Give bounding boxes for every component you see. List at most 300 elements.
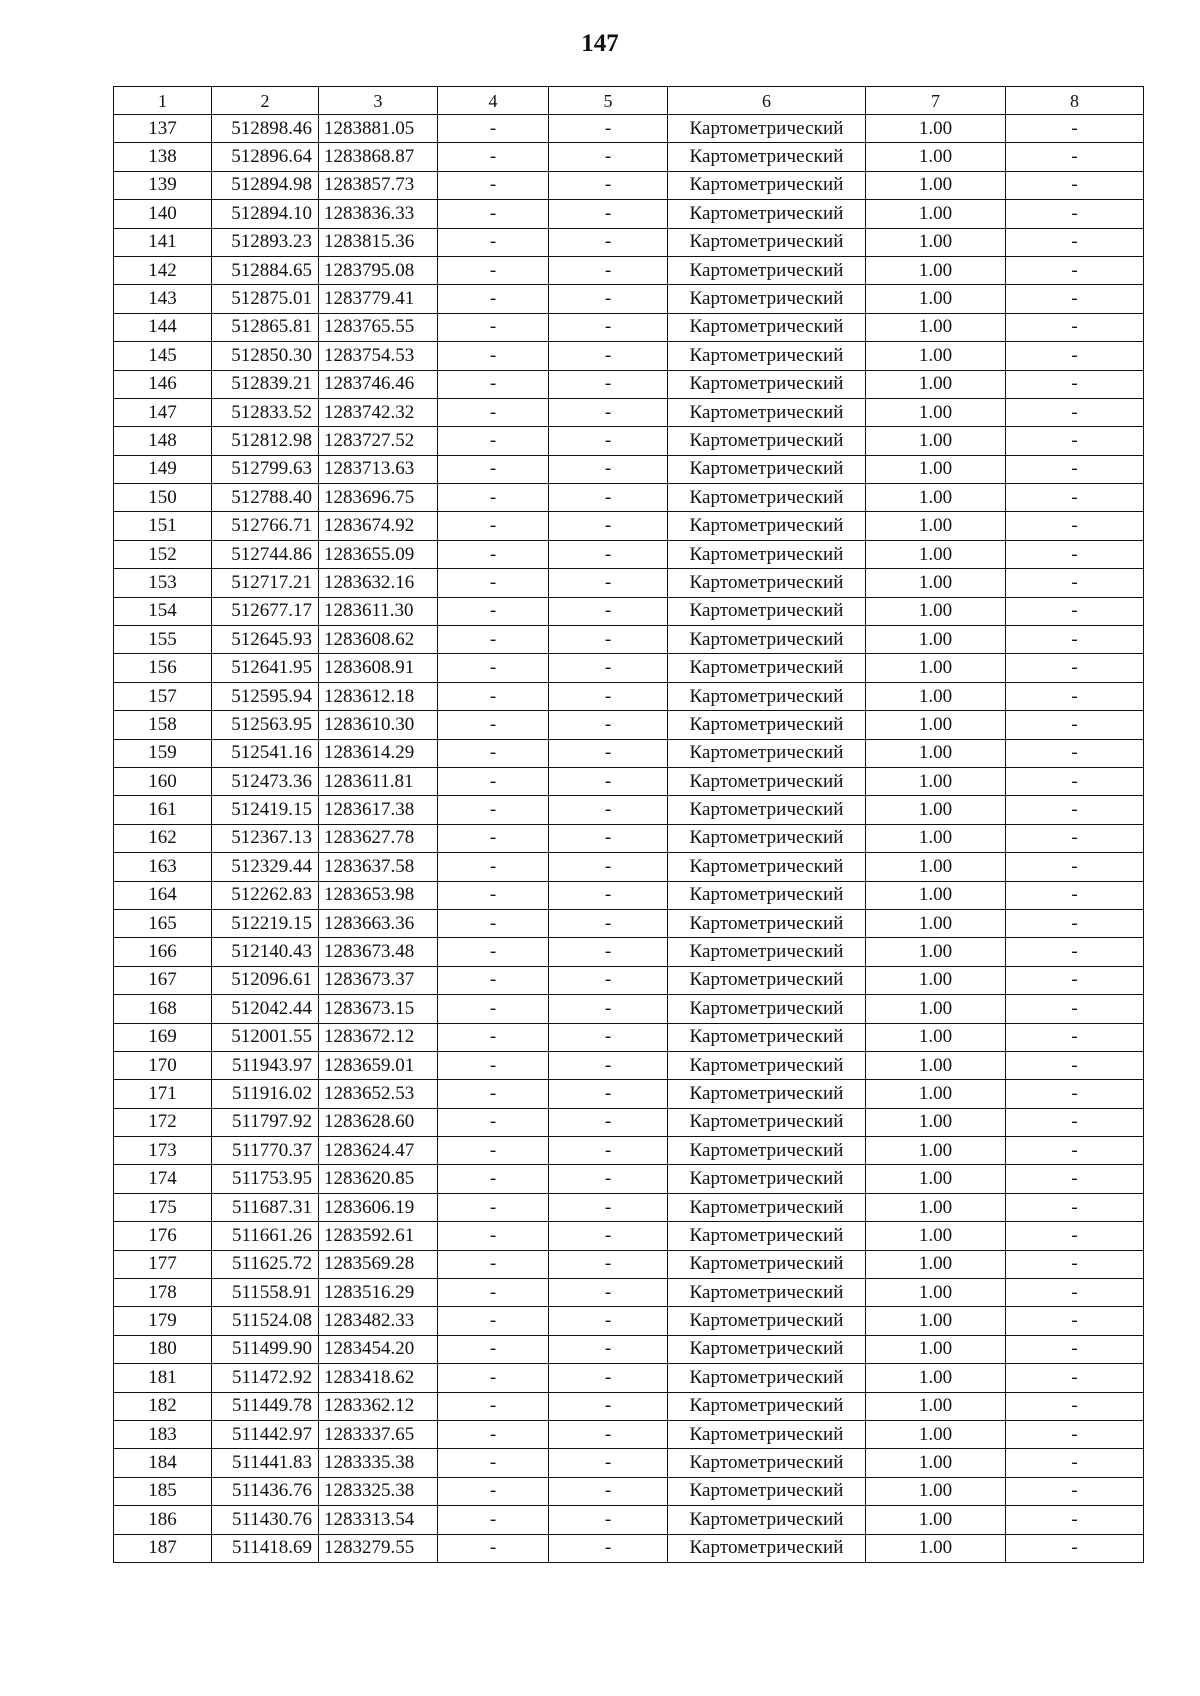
- accuracy-cell: 1.00: [866, 398, 1006, 426]
- table-row: [114, 1250, 1144, 1278]
- accuracy-cell: 1.00: [866, 824, 1006, 852]
- y-coordinate-cell: 1283765.55: [319, 313, 438, 341]
- y-coordinate-cell: 1283632.16: [319, 569, 438, 597]
- col-5-cell: -: [549, 853, 668, 881]
- y-coordinate-cell: 1283569.28: [319, 1250, 438, 1278]
- point-number-cell: 169: [114, 1023, 212, 1051]
- accuracy-cell: 1.00: [866, 455, 1006, 483]
- col-4-cell: -: [438, 171, 549, 199]
- method-cell: Картометрический: [668, 1165, 866, 1193]
- col-5-cell: -: [549, 796, 668, 824]
- x-coordinate-cell: 511661.26: [212, 1222, 319, 1250]
- y-coordinate-cell: 1283611.81: [319, 767, 438, 795]
- method-cell: Картометрический: [668, 853, 866, 881]
- header-cell-col-6: 6: [668, 87, 866, 115]
- col-4-cell: -: [438, 1420, 549, 1448]
- x-coordinate-cell: 512001.55: [212, 1023, 319, 1051]
- point-number-cell: 163: [114, 853, 212, 881]
- col-5-cell: -: [549, 654, 668, 682]
- method-cell: Картометрический: [668, 1420, 866, 1448]
- table-row: [114, 540, 1144, 568]
- point-number-cell: 184: [114, 1449, 212, 1477]
- x-coordinate-cell: 511687.31: [212, 1193, 319, 1221]
- table-row: [114, 938, 1144, 966]
- accuracy-cell: 1.00: [866, 285, 1006, 313]
- y-coordinate-cell: 1283620.85: [319, 1165, 438, 1193]
- table-row: [114, 1392, 1144, 1420]
- col-4-cell: -: [438, 313, 549, 341]
- accuracy-cell: 1.00: [866, 427, 1006, 455]
- point-number-cell: 177: [114, 1250, 212, 1278]
- y-coordinate-cell: 1283746.46: [319, 370, 438, 398]
- table-row: [114, 1420, 1144, 1448]
- y-coordinate-cell: 1283608.91: [319, 654, 438, 682]
- accuracy-cell: 1.00: [866, 1392, 1006, 1420]
- col-8-cell: -: [1006, 1420, 1144, 1448]
- col-8-cell: -: [1006, 1222, 1144, 1250]
- x-coordinate-cell: 512833.52: [212, 398, 319, 426]
- accuracy-cell: 1.00: [866, 1506, 1006, 1534]
- coordinates-table: [113, 86, 1144, 1563]
- col-5-cell: -: [549, 455, 668, 483]
- method-cell: Картометрический: [668, 1392, 866, 1420]
- x-coordinate-cell: 511436.76: [212, 1477, 319, 1505]
- col-8-cell: -: [1006, 1335, 1144, 1363]
- col-4-cell: -: [438, 1051, 549, 1079]
- col-4-cell: -: [438, 824, 549, 852]
- col-4-cell: -: [438, 1137, 549, 1165]
- x-coordinate-cell: 512595.94: [212, 682, 319, 710]
- y-coordinate-cell: 1283608.62: [319, 626, 438, 654]
- table-row: [114, 995, 1144, 1023]
- table-row: [114, 682, 1144, 710]
- accuracy-cell: 1.00: [866, 1250, 1006, 1278]
- point-number-cell: 168: [114, 995, 212, 1023]
- accuracy-cell: 1.00: [866, 767, 1006, 795]
- x-coordinate-cell: 512219.15: [212, 909, 319, 937]
- y-coordinate-cell: 1283614.29: [319, 739, 438, 767]
- accuracy-cell: 1.00: [866, 1222, 1006, 1250]
- point-number-cell: 156: [114, 654, 212, 682]
- method-cell: Картометрический: [668, 342, 866, 370]
- accuracy-cell: 1.00: [866, 1534, 1006, 1562]
- y-coordinate-cell: 1283673.37: [319, 966, 438, 994]
- method-cell: Картометрический: [668, 1193, 866, 1221]
- method-cell: Картометрический: [668, 427, 866, 455]
- table-row: [114, 881, 1144, 909]
- col-5-cell: -: [549, 1193, 668, 1221]
- col-4-cell: -: [438, 1534, 549, 1562]
- method-cell: Картометрический: [668, 256, 866, 284]
- x-coordinate-cell: 512541.16: [212, 739, 319, 767]
- point-number-cell: 150: [114, 484, 212, 512]
- col-8-cell: -: [1006, 484, 1144, 512]
- accuracy-cell: 1.00: [866, 228, 1006, 256]
- accuracy-cell: 1.00: [866, 1165, 1006, 1193]
- col-5-cell: -: [549, 711, 668, 739]
- method-cell: Картометрический: [668, 938, 866, 966]
- col-8-cell: -: [1006, 1137, 1144, 1165]
- table-row: [114, 1222, 1144, 1250]
- table-row: [114, 1023, 1144, 1051]
- table-row: [114, 711, 1144, 739]
- x-coordinate-cell: 512766.71: [212, 512, 319, 540]
- table-row: [114, 455, 1144, 483]
- header-cell-col-5: 5: [549, 87, 668, 115]
- point-number-cell: 137: [114, 115, 212, 143]
- table-row: [114, 1193, 1144, 1221]
- table-row: [114, 654, 1144, 682]
- y-coordinate-cell: 1283754.53: [319, 342, 438, 370]
- method-cell: Картометрический: [668, 228, 866, 256]
- col-5-cell: -: [549, 1051, 668, 1079]
- point-number-cell: 185: [114, 1477, 212, 1505]
- x-coordinate-cell: 511441.83: [212, 1449, 319, 1477]
- method-cell: Картометрический: [668, 540, 866, 568]
- accuracy-cell: 1.00: [866, 1279, 1006, 1307]
- col-5-cell: -: [549, 938, 668, 966]
- col-4-cell: -: [438, 597, 549, 625]
- point-number-cell: 158: [114, 711, 212, 739]
- col-5-cell: -: [549, 995, 668, 1023]
- col-4-cell: -: [438, 342, 549, 370]
- method-cell: Картометрический: [668, 1307, 866, 1335]
- x-coordinate-cell: 511442.97: [212, 1420, 319, 1448]
- y-coordinate-cell: 1283713.63: [319, 455, 438, 483]
- col-4-cell: -: [438, 1023, 549, 1051]
- col-4-cell: -: [438, 512, 549, 540]
- accuracy-cell: 1.00: [866, 1449, 1006, 1477]
- accuracy-cell: 1.00: [866, 1335, 1006, 1363]
- method-cell: Картометрический: [668, 370, 866, 398]
- table-row: [114, 427, 1144, 455]
- table-row: [114, 115, 1144, 143]
- x-coordinate-cell: 512894.10: [212, 200, 319, 228]
- accuracy-cell: 1.00: [866, 938, 1006, 966]
- col-5-cell: -: [549, 1506, 668, 1534]
- col-8-cell: -: [1006, 115, 1144, 143]
- header-cell-col-7: 7: [866, 87, 1006, 115]
- col-8-cell: -: [1006, 739, 1144, 767]
- col-8-cell: -: [1006, 1307, 1144, 1335]
- point-number-cell: 159: [114, 739, 212, 767]
- accuracy-cell: 1.00: [866, 115, 1006, 143]
- col-5-cell: -: [549, 1250, 668, 1278]
- y-coordinate-cell: 1283652.53: [319, 1080, 438, 1108]
- x-coordinate-cell: 511753.95: [212, 1165, 319, 1193]
- accuracy-cell: 1.00: [866, 881, 1006, 909]
- point-number-cell: 167: [114, 966, 212, 994]
- col-8-cell: -: [1006, 597, 1144, 625]
- col-4-cell: -: [438, 1307, 549, 1335]
- accuracy-cell: 1.00: [866, 342, 1006, 370]
- col-8-cell: -: [1006, 767, 1144, 795]
- accuracy-cell: 1.00: [866, 484, 1006, 512]
- col-8-cell: -: [1006, 398, 1144, 426]
- y-coordinate-cell: 1283617.38: [319, 796, 438, 824]
- y-coordinate-cell: 1283611.30: [319, 597, 438, 625]
- x-coordinate-cell: 512875.01: [212, 285, 319, 313]
- point-number-cell: 170: [114, 1051, 212, 1079]
- x-coordinate-cell: 512096.61: [212, 966, 319, 994]
- y-coordinate-cell: 1283627.78: [319, 824, 438, 852]
- accuracy-cell: 1.00: [866, 1420, 1006, 1448]
- x-coordinate-cell: 512645.93: [212, 626, 319, 654]
- point-number-cell: 178: [114, 1279, 212, 1307]
- accuracy-cell: 1.00: [866, 143, 1006, 171]
- col-5-cell: -: [549, 966, 668, 994]
- table-row: [114, 370, 1144, 398]
- x-coordinate-cell: 511625.72: [212, 1250, 319, 1278]
- col-4-cell: -: [438, 1335, 549, 1363]
- x-coordinate-cell: 512641.95: [212, 654, 319, 682]
- x-coordinate-cell: 512812.98: [212, 427, 319, 455]
- col-8-cell: -: [1006, 682, 1144, 710]
- col-4-cell: -: [438, 285, 549, 313]
- y-coordinate-cell: 1283516.29: [319, 1279, 438, 1307]
- point-number-cell: 161: [114, 796, 212, 824]
- accuracy-cell: 1.00: [866, 1364, 1006, 1392]
- x-coordinate-cell: 511430.76: [212, 1506, 319, 1534]
- accuracy-cell: 1.00: [866, 313, 1006, 341]
- point-number-cell: 176: [114, 1222, 212, 1250]
- col-5-cell: -: [549, 881, 668, 909]
- point-number-cell: 166: [114, 938, 212, 966]
- col-5-cell: -: [549, 1335, 668, 1363]
- method-cell: Картометрический: [668, 171, 866, 199]
- method-cell: Картометрический: [668, 285, 866, 313]
- table-row: [114, 1051, 1144, 1079]
- col-4-cell: -: [438, 1193, 549, 1221]
- x-coordinate-cell: 512140.43: [212, 938, 319, 966]
- x-coordinate-cell: 512717.21: [212, 569, 319, 597]
- table-row: [114, 256, 1144, 284]
- point-number-cell: 155: [114, 626, 212, 654]
- table-row: [114, 398, 1144, 426]
- col-4-cell: -: [438, 1080, 549, 1108]
- header-cell-col-8: 8: [1006, 87, 1144, 115]
- x-coordinate-cell: 512329.44: [212, 853, 319, 881]
- accuracy-cell: 1.00: [866, 711, 1006, 739]
- method-cell: Картометрический: [668, 796, 866, 824]
- point-number-cell: 143: [114, 285, 212, 313]
- accuracy-cell: 1.00: [866, 540, 1006, 568]
- point-number-cell: 181: [114, 1364, 212, 1392]
- x-coordinate-cell: 512865.81: [212, 313, 319, 341]
- x-coordinate-cell: 511472.92: [212, 1364, 319, 1392]
- col-8-cell: -: [1006, 143, 1144, 171]
- col-4-cell: -: [438, 909, 549, 937]
- col-8-cell: -: [1006, 824, 1144, 852]
- accuracy-cell: 1.00: [866, 1108, 1006, 1136]
- table-row: [114, 739, 1144, 767]
- accuracy-cell: 1.00: [866, 909, 1006, 937]
- point-number-cell: 153: [114, 569, 212, 597]
- col-8-cell: -: [1006, 1534, 1144, 1562]
- col-5-cell: -: [549, 1108, 668, 1136]
- table-row: [114, 1477, 1144, 1505]
- method-cell: Картометрический: [668, 1364, 866, 1392]
- method-cell: Картометрический: [668, 711, 866, 739]
- method-cell: Картометрический: [668, 1279, 866, 1307]
- col-5-cell: -: [549, 1080, 668, 1108]
- col-8-cell: -: [1006, 313, 1144, 341]
- accuracy-cell: 1.00: [866, 796, 1006, 824]
- y-coordinate-cell: 1283815.36: [319, 228, 438, 256]
- accuracy-cell: 1.00: [866, 853, 1006, 881]
- method-cell: Картометрический: [668, 626, 866, 654]
- y-coordinate-cell: 1283362.12: [319, 1392, 438, 1420]
- col-8-cell: -: [1006, 1193, 1144, 1221]
- col-5-cell: -: [549, 626, 668, 654]
- col-8-cell: -: [1006, 1023, 1144, 1051]
- col-4-cell: -: [438, 1250, 549, 1278]
- method-cell: Картометрический: [668, 200, 866, 228]
- point-number-cell: 138: [114, 143, 212, 171]
- x-coordinate-cell: 512473.36: [212, 767, 319, 795]
- method-cell: Картометрический: [668, 398, 866, 426]
- col-8-cell: -: [1006, 1506, 1144, 1534]
- point-number-cell: 187: [114, 1534, 212, 1562]
- y-coordinate-cell: 1283454.20: [319, 1335, 438, 1363]
- y-coordinate-cell: 1283857.73: [319, 171, 438, 199]
- col-4-cell: -: [438, 711, 549, 739]
- col-4-cell: -: [438, 1222, 549, 1250]
- y-coordinate-cell: 1283325.38: [319, 1477, 438, 1505]
- col-5-cell: -: [549, 909, 668, 937]
- table-body: [114, 115, 1144, 1563]
- point-number-cell: 183: [114, 1420, 212, 1448]
- table-row: [114, 966, 1144, 994]
- col-4-cell: -: [438, 398, 549, 426]
- col-4-cell: -: [438, 115, 549, 143]
- y-coordinate-cell: 1283673.15: [319, 995, 438, 1023]
- col-8-cell: -: [1006, 1080, 1144, 1108]
- point-number-cell: 145: [114, 342, 212, 370]
- x-coordinate-cell: 512896.64: [212, 143, 319, 171]
- x-coordinate-cell: 512850.30: [212, 342, 319, 370]
- col-8-cell: -: [1006, 1051, 1144, 1079]
- col-4-cell: -: [438, 200, 549, 228]
- method-cell: Картометрический: [668, 512, 866, 540]
- x-coordinate-cell: 512839.21: [212, 370, 319, 398]
- col-4-cell: -: [438, 1165, 549, 1193]
- accuracy-cell: 1.00: [866, 569, 1006, 597]
- method-cell: Картометрический: [668, 1506, 866, 1534]
- point-number-cell: 186: [114, 1506, 212, 1534]
- col-8-cell: -: [1006, 171, 1144, 199]
- col-5-cell: -: [549, 1420, 668, 1448]
- y-coordinate-cell: 1283337.65: [319, 1420, 438, 1448]
- method-cell: Картометрический: [668, 654, 866, 682]
- x-coordinate-cell: 511943.97: [212, 1051, 319, 1079]
- col-5-cell: -: [549, 597, 668, 625]
- point-number-cell: 180: [114, 1335, 212, 1363]
- y-coordinate-cell: 1283663.36: [319, 909, 438, 937]
- x-coordinate-cell: 512563.95: [212, 711, 319, 739]
- col-4-cell: -: [438, 853, 549, 881]
- point-number-cell: 165: [114, 909, 212, 937]
- col-5-cell: -: [549, 739, 668, 767]
- y-coordinate-cell: 1283836.33: [319, 200, 438, 228]
- accuracy-cell: 1.00: [866, 1080, 1006, 1108]
- x-coordinate-cell: 511418.69: [212, 1534, 319, 1562]
- point-number-cell: 149: [114, 455, 212, 483]
- x-coordinate-cell: 511797.92: [212, 1108, 319, 1136]
- x-coordinate-cell: 512262.83: [212, 881, 319, 909]
- col-5-cell: -: [549, 256, 668, 284]
- table-row: [114, 1307, 1144, 1335]
- method-cell: Картометрический: [668, 1023, 866, 1051]
- col-4-cell: -: [438, 427, 549, 455]
- col-5-cell: -: [549, 1534, 668, 1562]
- col-8-cell: -: [1006, 966, 1144, 994]
- y-coordinate-cell: 1283659.01: [319, 1051, 438, 1079]
- col-4-cell: -: [438, 1364, 549, 1392]
- table-row: [114, 512, 1144, 540]
- col-5-cell: -: [549, 1165, 668, 1193]
- col-5-cell: -: [549, 824, 668, 852]
- col-4-cell: -: [438, 966, 549, 994]
- table-row: [114, 484, 1144, 512]
- col-8-cell: -: [1006, 370, 1144, 398]
- col-5-cell: -: [549, 115, 668, 143]
- accuracy-cell: 1.00: [866, 1051, 1006, 1079]
- point-number-cell: 175: [114, 1193, 212, 1221]
- method-cell: Картометрический: [668, 143, 866, 171]
- method-cell: Картометрический: [668, 767, 866, 795]
- method-cell: Картометрический: [668, 569, 866, 597]
- table-row: [114, 626, 1144, 654]
- y-coordinate-cell: 1283881.05: [319, 115, 438, 143]
- col-8-cell: -: [1006, 285, 1144, 313]
- method-cell: Картометрический: [668, 966, 866, 994]
- accuracy-cell: 1.00: [866, 1307, 1006, 1335]
- x-coordinate-cell: 512894.98: [212, 171, 319, 199]
- col-5-cell: -: [549, 285, 668, 313]
- table-row: [114, 569, 1144, 597]
- x-coordinate-cell: 512744.86: [212, 540, 319, 568]
- method-cell: Картометрический: [668, 1080, 866, 1108]
- method-cell: Картометрический: [668, 1250, 866, 1278]
- col-4-cell: -: [438, 881, 549, 909]
- col-4-cell: -: [438, 1449, 549, 1477]
- method-cell: Картометрический: [668, 597, 866, 625]
- method-cell: Картометрический: [668, 1534, 866, 1562]
- point-number-cell: 179: [114, 1307, 212, 1335]
- col-4-cell: -: [438, 938, 549, 966]
- col-4-cell: -: [438, 682, 549, 710]
- col-4-cell: -: [438, 256, 549, 284]
- col-8-cell: -: [1006, 228, 1144, 256]
- y-coordinate-cell: 1283418.62: [319, 1364, 438, 1392]
- col-8-cell: -: [1006, 626, 1144, 654]
- accuracy-cell: 1.00: [866, 654, 1006, 682]
- table-row: [114, 1534, 1144, 1562]
- point-number-cell: 174: [114, 1165, 212, 1193]
- x-coordinate-cell: 512799.63: [212, 455, 319, 483]
- point-number-cell: 173: [114, 1137, 212, 1165]
- col-4-cell: -: [438, 1108, 549, 1136]
- method-cell: Картометрический: [668, 1108, 866, 1136]
- table-row: [114, 767, 1144, 795]
- accuracy-cell: 1.00: [866, 995, 1006, 1023]
- accuracy-cell: 1.00: [866, 1193, 1006, 1221]
- col-8-cell: -: [1006, 1477, 1144, 1505]
- method-cell: Картометрический: [668, 455, 866, 483]
- col-5-cell: -: [549, 540, 668, 568]
- header-cell-col-3: 3: [319, 87, 438, 115]
